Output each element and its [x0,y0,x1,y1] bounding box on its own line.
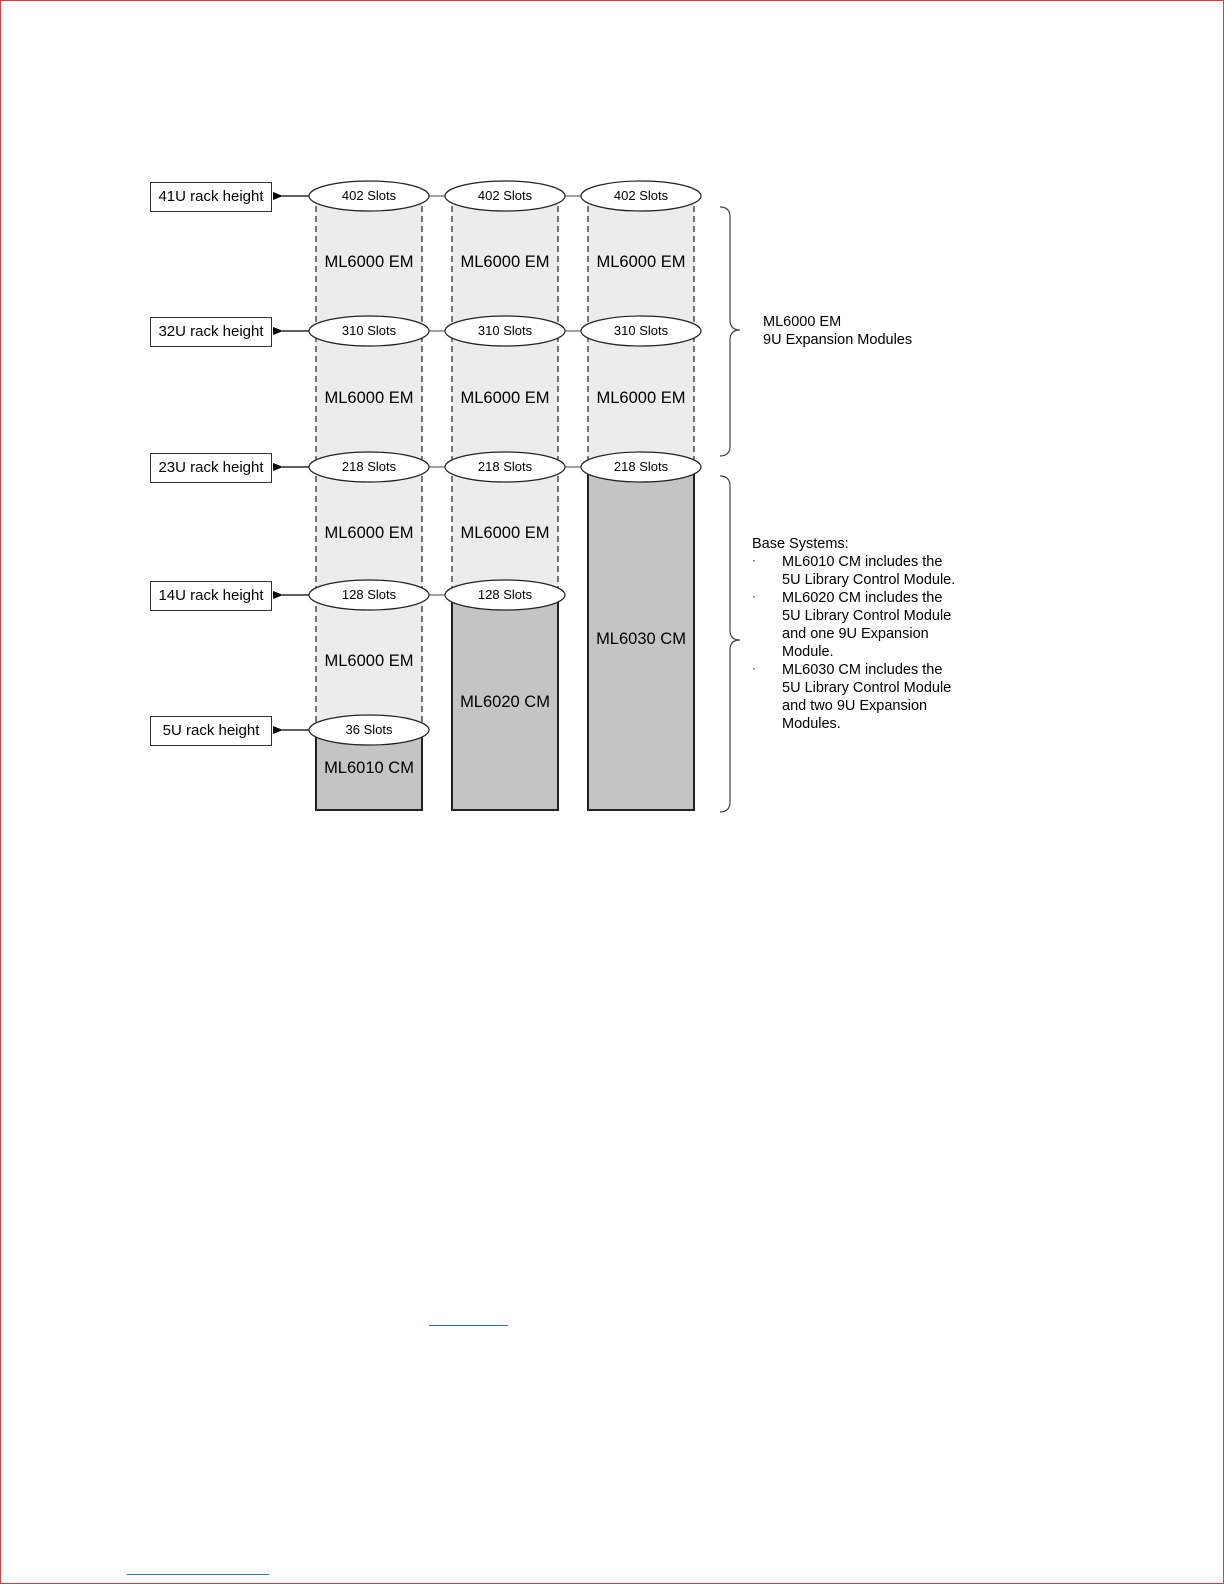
em-label-col2-3: ML6000 EM [460,524,550,542]
slot-label-col2-23u: 218 Slots [477,459,533,474]
slot-label-col1-32u: 310 Slots [341,323,397,338]
expansion-note [763,313,1003,349]
base-systems-list [752,553,962,733]
base-systems-note [752,535,962,733]
slot-label-col3-32u: 310 Slots [613,323,669,338]
base-systems-item: · ML6030 CM includes the 5U Library Control Module and two 9U Expansion Modules. [752,661,962,733]
cm-label-ml6010: ML6010 CM [324,759,414,777]
em-label-col1-2: ML6000 EM [324,389,414,407]
slot-label-col1-14u: 128 Slots [341,587,397,602]
base-systems-item: · ML6020 CM includes the 5U Library Control Module and one 9U Expansion Module. [752,589,962,661]
slot-label-col1-41u: 402 Slots [341,188,397,203]
link-underline[interactable] [429,1325,508,1326]
brace-expansion-modules [720,207,740,456]
expansion-note-line1: ML6000 EM [763,314,842,330]
slot-label-col3-23u: 218 Slots [613,459,669,474]
em-label-col2-1: ML6000 EM [460,253,550,271]
em-label-col2-2: ML6000 EM [460,389,550,407]
rack-label-32u: 32U rack height [150,317,272,347]
footnote-separator [127,1574,269,1575]
base-systems-item: · ML6010 CM includes the 5U Library Control Module. [752,553,962,589]
em-label-col3-2: ML6000 EM [596,389,686,407]
em-label-col1-1: ML6000 EM [324,253,414,271]
slot-label-col2-32u: 310 Slots [477,323,533,338]
base-systems-title: Base Systems: [752,536,849,552]
slot-label-col1-5u: 36 Slots [345,722,393,737]
em-label-col1-3: ML6000 EM [324,524,414,542]
cm-label-ml6030: ML6030 CM [596,630,686,648]
rack-label-5u: 5U rack height [150,716,272,746]
rack-label-41u: 41U rack height [150,182,272,212]
brace-base-systems [720,476,740,812]
rack-label-14u: 14U rack height [150,581,272,611]
slot-label-col2-14u: 128 Slots [477,587,533,602]
em-label-col3-1: ML6000 EM [596,253,686,271]
slot-label-col2-41u: 402 Slots [477,188,533,203]
rack-label-23u: 23U rack height [150,453,272,483]
expansion-note-line2: 9U Expansion Modules [763,332,913,348]
slot-label-col1-23u: 218 Slots [341,459,397,474]
em-label-col1-4: ML6000 EM [324,652,414,670]
cm-label-ml6020: ML6020 CM [460,693,550,711]
slot-label-col3-41u: 402 Slots [613,188,669,203]
